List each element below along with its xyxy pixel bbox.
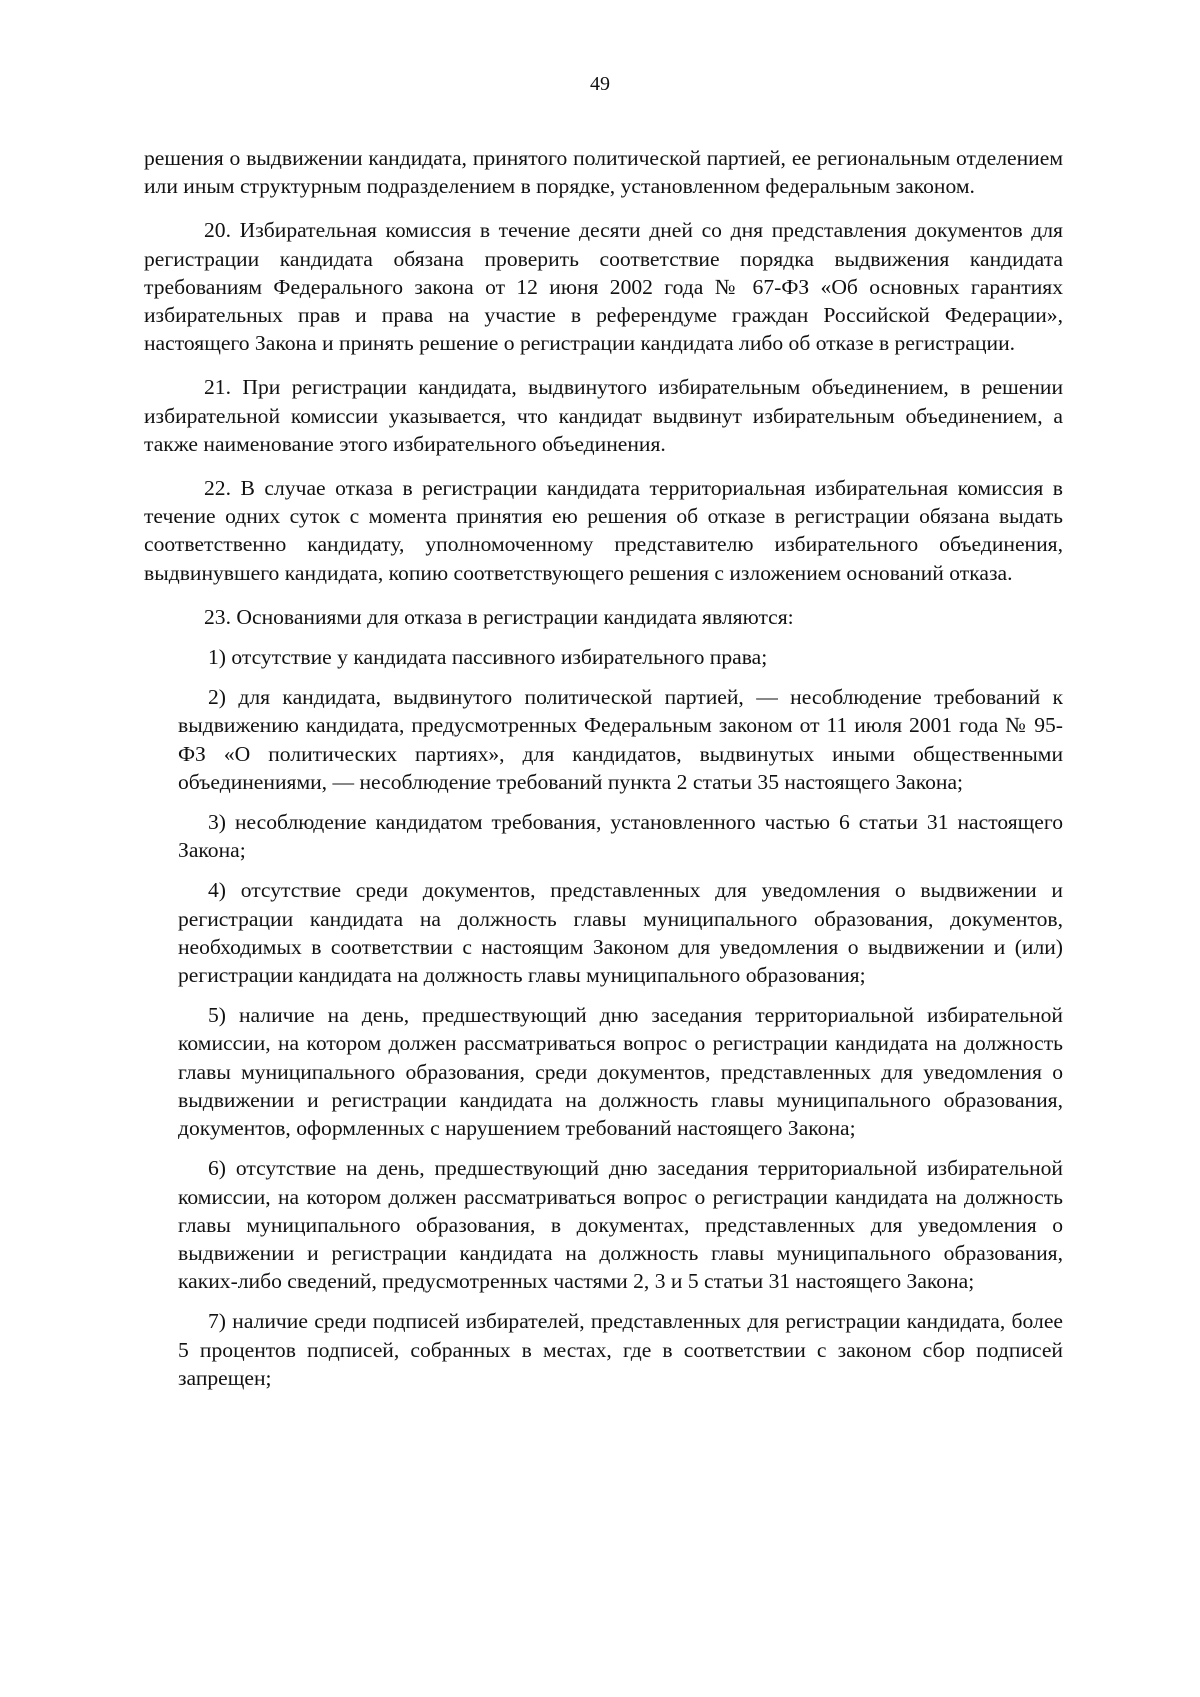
paragraph-20: 20. Избирательная комиссия в течение десяти дней со дня представления документов для регистрации кандидата обязана проверить соответствие порядка выдвижения кандидата требованиям Федерального закона от 12 июня 2002 года № 67-ФЗ «Об основных гарантиях избирательных прав и права на участие в референдуме граждан Российской Федерации», настоящего Закона и принять решение о регистрации кандидата либо об отказе в регистрации. — [144, 218, 1063, 356]
list-item-7: 7) наличие среди подписей избирателей, представленных для регистрации кандидата, более 5 процентов подписей, собранных в местах, где в соответствии с законом сбор подписей запрещен; — [178, 1309, 1063, 1390]
list-item-5: 5) наличие на день, предшествующий дню заседания территориальной избирательной комиссии, на котором должен рассматриваться вопрос о регистрации кандидата на должность главы муниципального образования, среди документов, представленных для уведомления о выдвижении и регистрации кандидата на должность главы муниципального образования, документов, оформленных с нарушением требований настоящего Закона; — [178, 1003, 1063, 1141]
list-item-4: 4) отсутствие среди документов, представленных для уведомления о выдвижении и регистрации кандидата на должность главы муниципального образования, документов, необходимых в соответствии с настоящим Законом для уведомления о выдвижении и (или) регистрации кандидата на должность главы муниципального образования; — [178, 878, 1063, 988]
paragraph-22: 22. В случае отказа в регистрации кандидата территориальная избирательная комиссия в течение одних суток с момента принятия ею решения об отказе в регистрации обязана выдать соответственно кандидату, уполномоченному представителю избирательного объединения, выдвинувшего кандидата, копию соответствующего решения с изложением оснований отказа. — [144, 476, 1063, 585]
list-item-3: 3) несоблюдение кандидатом требования, установленного частью 6 статьи 31 настоящего Закона; — [178, 810, 1063, 863]
paragraph-23: 23. Основаниями для отказа в регистрации кандидата являются: — [204, 604, 794, 629]
list-item-6: 6) отсутствие на день, предшествующий дню заседания территориальной избирательной комиссии, на котором должен рассматриваться вопрос о регистрации кандидата на должность главы муниципального образования, в документах, представленных для уведомления о выдвижении и регистрации кандидата на должность главы муниципального образования, каких-либо сведений, предусмотренных частями 2, 3 и 5 статьи 31 настоящего Закона; — [178, 1156, 1063, 1294]
document-body — [144, 144, 1063, 1404]
page-number: 49 — [590, 73, 610, 95]
list-item-2: 2) для кандидата, выдвинутого политической партией, — несоблюдение требований к выдвижению кандидата, предусмотренных Федеральным законом от 11 июля 2001 года № 95-ФЗ «О политических партиях», для кандидатов, выдвинутых иными общественными объединениями, — несоблюдение требований пункта 2 статьи 35 настоящего Закона; — [178, 685, 1063, 794]
continuation-paragraph: решения о выдвижении кандидата, принятого политической партией, ее региональным отделением или иным структурным подразделением в порядке, установленном федеральным законом. — [144, 146, 1063, 199]
paragraph-21: 21. При регистрации кандидата, выдвинутого избирательным объединением, в решении избирательной комиссии указывается, что кандидат выдвинут избирательным объединением, а также наименование этого избирательного объединения. — [144, 375, 1063, 456]
list-item-1: 1) отсутствие у кандидата пассивного избирательного права; — [208, 645, 768, 670]
